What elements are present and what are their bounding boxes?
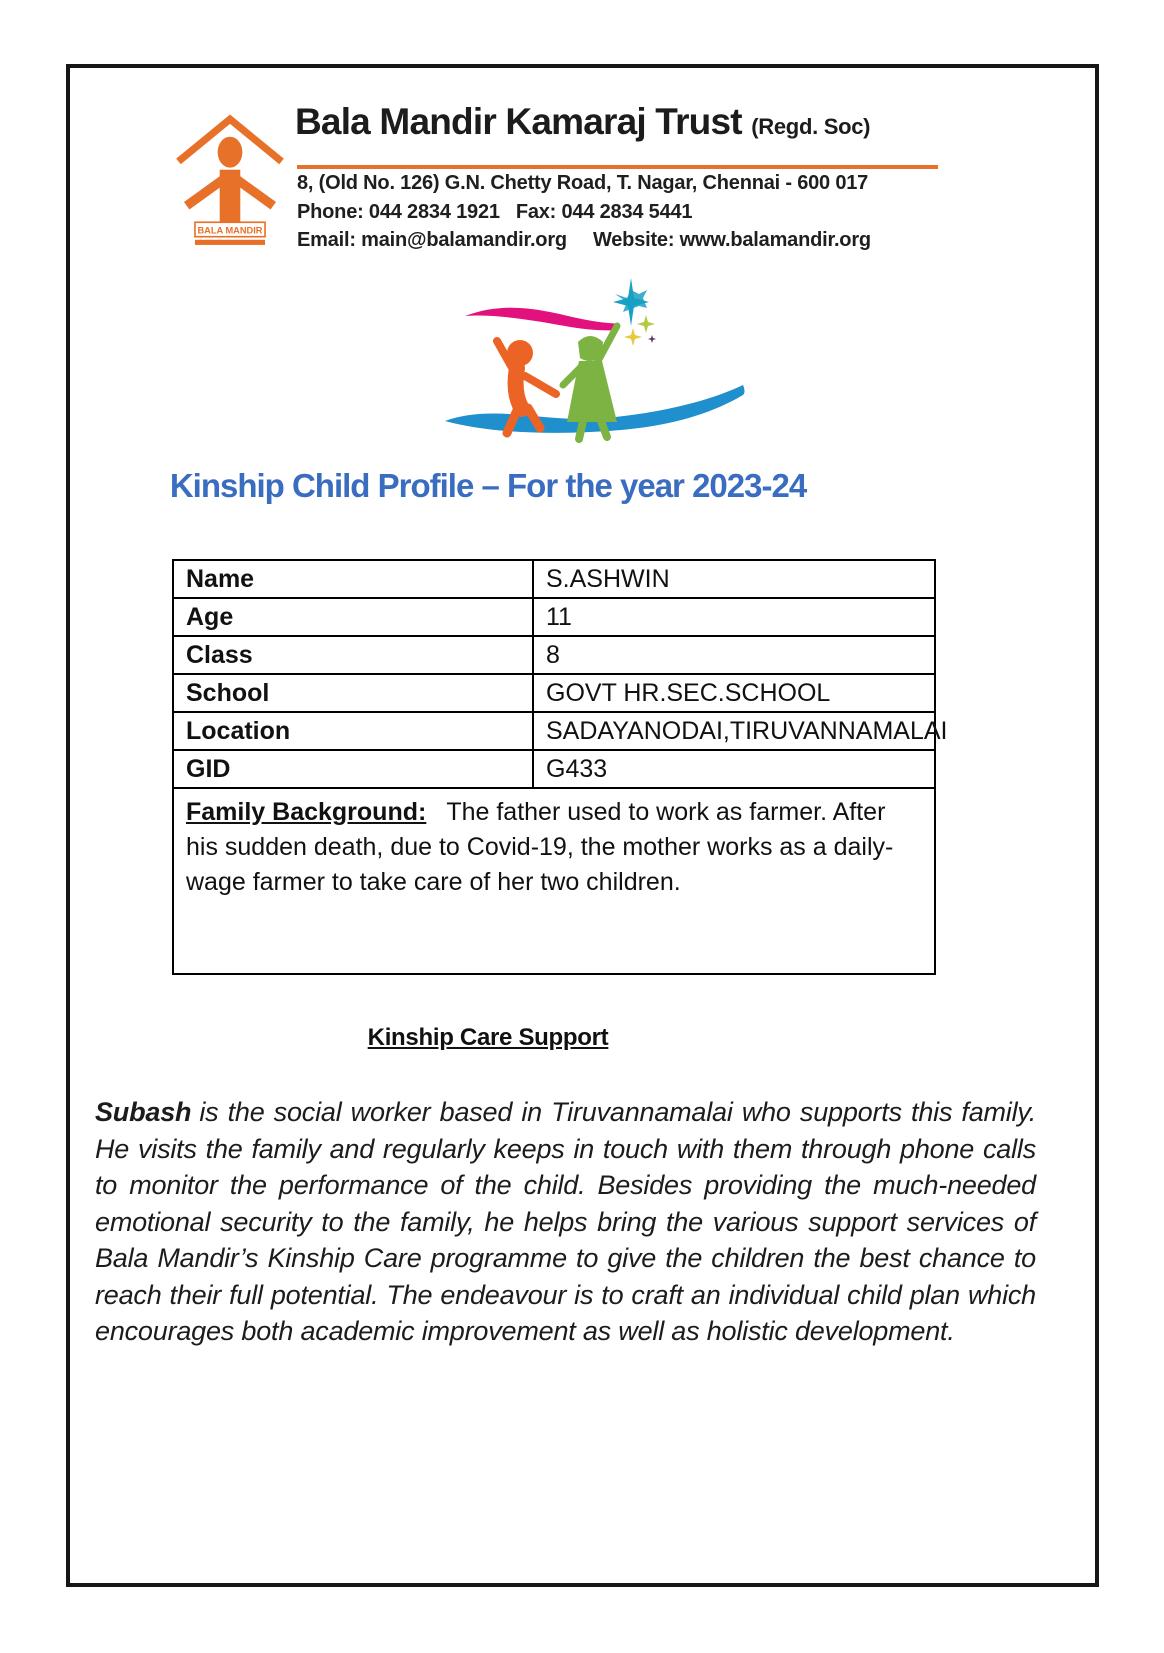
sparkle-stars-icon	[613, 278, 656, 346]
person-icon	[187, 137, 274, 223]
family-background-cell	[173, 788, 935, 974]
support-paragraph	[95, 1094, 1036, 1350]
org-name	[295, 101, 1035, 143]
table-row	[173, 750, 935, 788]
page-border	[66, 64, 1099, 1587]
section-heading: Kinship Care Support	[367, 1024, 609, 1051]
org-email: Email: main@balamandir.org	[297, 229, 567, 251]
bala-mandir-logo	[173, 113, 287, 247]
table-row	[173, 712, 935, 750]
row-value: GOVT HR.SEC.SCHOOL	[533, 674, 935, 712]
org-phone-fax	[297, 198, 1017, 227]
row-value: SADAYANODAI,TIRUVANNAMALAI	[533, 712, 935, 750]
org-name-text: Bala Mandir Kamaraj Trust	[295, 101, 742, 142]
row-value: 8	[533, 636, 935, 674]
family-background-text: The father used to work as farmer. After his sudden death, due to Covid-19, the mother works as a daily-wage farmer to take care of her two children.	[186, 798, 894, 896]
org-website: Website: www.balamandir.org	[592, 229, 871, 251]
row-value: S.ASHWIN	[533, 560, 935, 598]
support-paragraph-text: is the social worker based in Tiruvannamalai who supports this family. He visits the family and regularly keeps in touch with them through phone calls to monitor the performance of the child. Besides providing the much-needed emotional security to the family, he helps bring the various support services of Bala Mandir’s Kinship Care programme to give the children the best chance to reach their full potential. The endeavour is to craft an individual child plan which encourages both academic improvement as well as holistic development.	[95, 1097, 1036, 1346]
table-row	[173, 636, 935, 674]
children-stars-logo	[437, 262, 749, 444]
org-contact-block	[297, 169, 1017, 255]
family-background-row	[173, 788, 935, 974]
row-label: Age	[173, 598, 533, 636]
org-address: 8, (Old No. 126) G.N. Chetty Road, T. Nagar, Chennai - 600 017	[297, 172, 869, 194]
social-worker-name: Subash	[95, 1097, 192, 1127]
org-email-web	[297, 226, 1017, 255]
table-row	[173, 560, 935, 598]
row-label: GID	[173, 750, 533, 788]
org-suffix: (Regd. Soc)	[751, 114, 871, 139]
row-value: G433	[533, 750, 935, 788]
row-label: Class	[173, 636, 533, 674]
profile-table	[172, 559, 948, 975]
row-value: 11	[533, 598, 935, 636]
table-row	[173, 674, 935, 712]
row-label: Name	[173, 560, 533, 598]
org-fax: Fax: 044 2834 5441	[515, 200, 693, 223]
row-label: School	[173, 674, 533, 712]
row-label: Location	[173, 712, 533, 750]
pink-swoosh-icon	[465, 308, 619, 331]
family-background-label: Family Background:	[186, 798, 427, 826]
logo-caption-text: BALA MANDIR	[197, 225, 263, 236]
page-title: Kinship Child Profile – For the year 2023-24	[169, 467, 807, 504]
org-phone: Phone: 044 2834 1921	[297, 200, 500, 223]
table-row	[173, 598, 935, 636]
logo-caption-box	[195, 222, 265, 245]
